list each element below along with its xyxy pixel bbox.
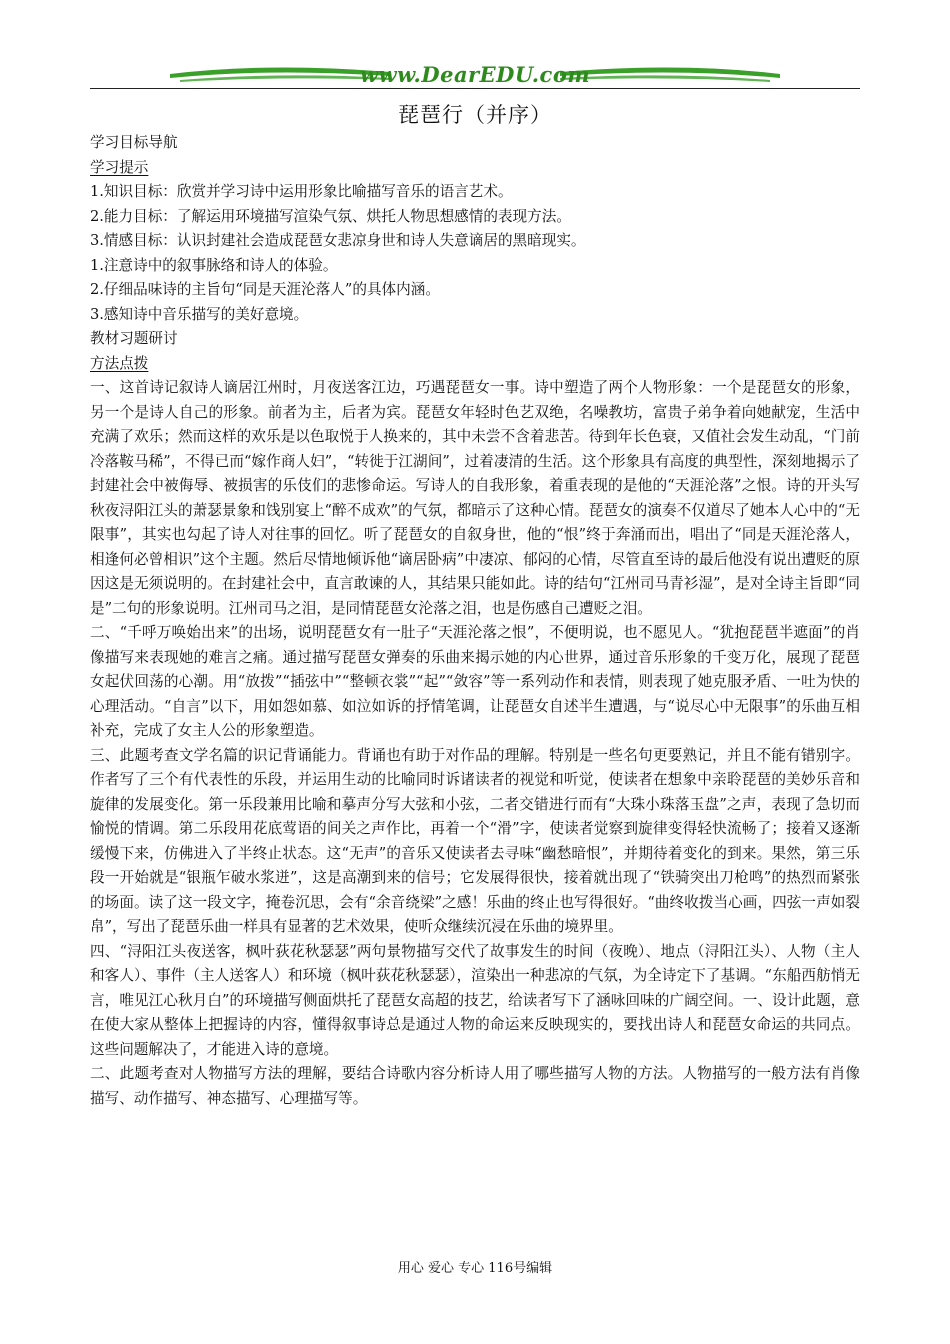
goal-item: 1.知识目标：欣赏并学习诗中运用形象比喻描写音乐的语言艺术。 [90, 183, 513, 200]
paragraph: 二、此题考查对人物描写方法的理解，要结合诗歌内容分析诗人用了哪些描写人物的方法。人物描写的一般方法有肖像描写、动作描写、神态描写、心理描写等。 [90, 1065, 860, 1107]
goal-item: 2.能力目标：了解运用环境描写渲染气氛、烘托人物思想感情的表现方法。 [90, 207, 571, 225]
goal-item: 3.情感目标：认识封建社会造成琵琶女悲凉身世和诗人失意谪居的黑暗现实。 [90, 232, 586, 249]
header-divider [90, 88, 860, 89]
tip-item: 1.注意诗中的叙事脉络和诗人的体验。 [90, 256, 338, 274]
section-heading-guide: 学习目标导航 [90, 134, 178, 151]
page-footer: 用心 爱心 专心 116号编辑 [397, 1261, 553, 1276]
tip-item: 2.仔细品味诗的主旨句“同是天涯沦落人”的具体内涵。 [90, 281, 440, 298]
site-header [90, 58, 860, 98]
paragraph: 一、这首诗记叙诗人谪居江州时，月夜送客江边，巧遇琵琶女一事。诗中塑造了两个人物形象：一个是琵琶女的形象，另一个是诗人自己的形象。前者为主，后者为宾。琵琶女年轻时色艺双绝，名噪教坊，富贵子弟争着向她献宠，生活中充满了欢乐；然而这样的欢乐是以色取悦于人换来的，其中未尝不含着悲苦。待到年长色衰，又值社会发生动乱，“门前冷落鞍马稀”，不得已而“嫁作商人妇”，“转徙于江湖间”，过着凄清的生活。这个形象具有高度的典型性，深刻地揭示了封建社会中被侮辱、被损害的乐伎们的悲惨命运。写诗人的自我形象，着重表现的是他的“天涯沦落”之恨。诗的开头写秋夜浔阳江头的萧瑟景象和饯别宴上“醉不成欢”的气氛，都暗示了这种心情。琵琶女的演奏不仅道尽了她本人心中的“无限事”，其实也勾起了诗人对往事的回忆。听了琵琶女的自叙身世，他的“恨”终于奔涌而出，唱出了“同是天涯沦落人，相逢何必曾相识”这个主题。然后尽情地倾诉他“谪居卧病”中凄凉、郁闷的心情，尽管直至诗的最后他没有说出遭贬的原因这是无须说明的。在封建社会中，直言敢谏的人，其结果只能如此。诗的结句“江州司马青衫湿”，是对全诗主旨即“同是”二句的形象说明。江州司马之泪，是同情琵琶女沦落之泪，也是伤感自己遭贬之泪。 [90, 379, 860, 617]
site-logo[interactable]: www.DearEDU.com [359, 62, 591, 87]
section-heading-tips: 学习提示 [90, 158, 149, 176]
paragraph: 二、“千呼万唤始出来”的出场，说明琵琶女有一肚子“天涯沦落之恨”，不便明说，也不愿见人。“犹抱琵琶半遮面”的肖像描写来表现她的难言之痛。通过描写琵琶女弹奏的乐曲来揭示她的内心世界，通过音乐形象的千变万化，展现了琵琶女起伏回荡的心潮。用“放拨”“插弦中”“整顿衣裳”“起”“敛容”等一系列动作和表情，则表现了她克服矛盾、一吐为快的心理活动。“自言”以下，用如怨如慕、如泣如诉的抒情笔调，让琵琶女自述半生遭遇，与“说尽心中无限事”的乐曲互相补充，完成了女主人公的形象塑造。 [90, 624, 860, 739]
document-body [90, 131, 860, 1111]
page-title: 琵琶行（并序） [398, 103, 552, 127]
paragraph: 三、此题考查文学名篇的识记背诵能力。背诵也有助于对作品的理解。特别是一些名句更要熟记，并且不能有错别字。作者写了三个有代表性的乐段，并运用生动的比喻同时诉诸读者的视觉和听觉，使读者在想象中亲聆琵琶的美妙乐音和旋律的发展变化。第一乐段兼用比喻和摹声分写大弦和小弦，二者交错进行而有“大珠小珠落玉盘”之声，表现了急切而愉悦的情调。第二乐段用花底莺语的间关之声作比，再着一个“滑”字，使读者觉察到旋律变得轻快流畅了；接着又逐渐缓慢下来，仿佛进入了半终止状态。这“无声”的音乐又使读者去寻味“幽愁暗恨”，并期待着变化的到来。果然，第三乐段一开始就是“银瓶乍破水浆迸”，这是高潮到来的信号；它发展得很快，接着就出现了“铁骑突出刀枪鸣”的热烈而紧张的场面。读了这一段文字，掩卷沉思，会有“余音绕梁”之感！乐曲的终止也写得很好。“曲终收拨当心画，四弦一声如裂帛”，写出了琵琶乐曲一样具有显著的艺术效果，使听众继续沉浸在乐曲的境界里。 [90, 746, 860, 935]
paragraph: 四、“浔阳江头夜送客，枫叶荻花秋瑟瑟”两句景物描写交代了故事发生的时间（夜晚）、地点（浔阳江头）、人物（主人和客人）、事件（主人送客人）和环境（枫叶荻花秋瑟瑟），渲染出一种悲凉的气氛，为全诗定下了基调。“东船西舫悄无言，唯见江心秋月白”的环境描写侧面烘托了琵琶女高超的技艺，给读者写下了涵咏回味的广阔空间。一、设计此题，意在使大家从整体上把握诗的内容，懂得叙事诗总是通过人物的命运来反映现实的，要找出诗人和琵琶女命运的共同点。这些问题解决了，才能进入诗的意境。 [90, 942, 860, 1058]
tip-item: 3.感知诗中音乐描写的美好意境。 [90, 305, 309, 323]
section-heading-study: 教材习题研讨 [90, 330, 178, 347]
section-heading-method: 方法点拨 [90, 354, 149, 372]
